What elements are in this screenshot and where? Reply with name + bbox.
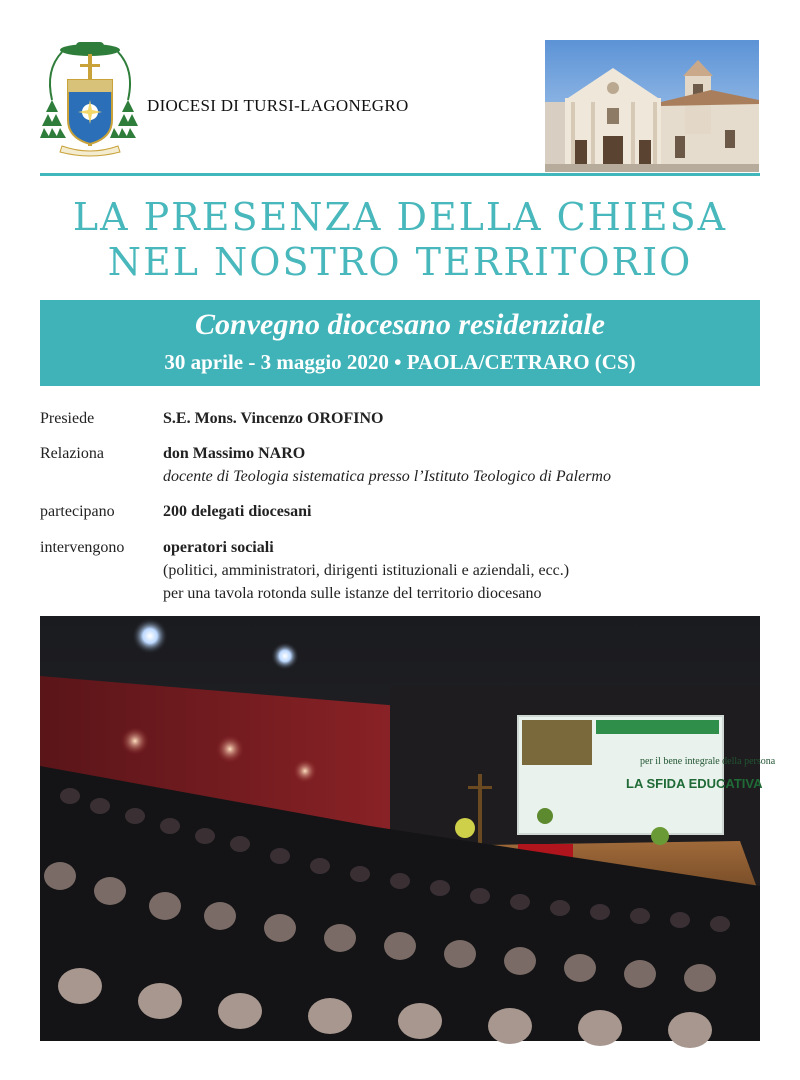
label-relaziona: Relaziona <box>40 445 104 462</box>
label-intervengono: intervengono <box>40 539 125 556</box>
value-partecipano: 200 delegati diocesani <box>163 503 312 520</box>
label-partecipano: partecipano <box>40 503 115 520</box>
auditorium-photo <box>40 616 776 1041</box>
cathedral-photo <box>545 40 759 172</box>
screen-heading: LA SFIDA EDUCATIVA <box>626 776 763 791</box>
value-presiede: S.E. Mons. Vincenzo OROFINO <box>163 410 384 427</box>
event-banner <box>40 300 760 386</box>
title-line-2: NEL NOSTRO TERRITORIO <box>107 240 693 284</box>
coat-of-arms-icon <box>40 40 140 158</box>
label-presiede: Presiede <box>40 410 95 427</box>
value-intervengono-purpose: per una tavola rotonda sulle istanze del territorio diocesano <box>163 585 542 602</box>
value-relaziona-name: don Massimo NARO <box>163 445 306 462</box>
value-relaziona-role: docente di Teologia sistematica presso l’Istituto Teologico di Palermo <box>163 468 611 485</box>
event-dates-place: 30 aprile - 3 maggio 2020 • PAOLA/CETRARO (CS) <box>164 350 636 374</box>
screen-caption: per il bene integrale della persona <box>640 756 776 767</box>
value-intervengono-title: operatori sociali <box>163 539 274 556</box>
header-divider <box>40 173 760 176</box>
title-line-1: LA PRESENZA DELLA CHIESA <box>72 195 728 239</box>
value-intervengono-list: (politici, amministratori, dirigenti istituzionali e aziendali, ecc.) <box>163 562 570 579</box>
event-subtitle: Convegno diocesano residenziale <box>195 308 605 341</box>
diocese-name: DIOCESI DI TURSI-LAGONEGRO <box>147 96 409 115</box>
